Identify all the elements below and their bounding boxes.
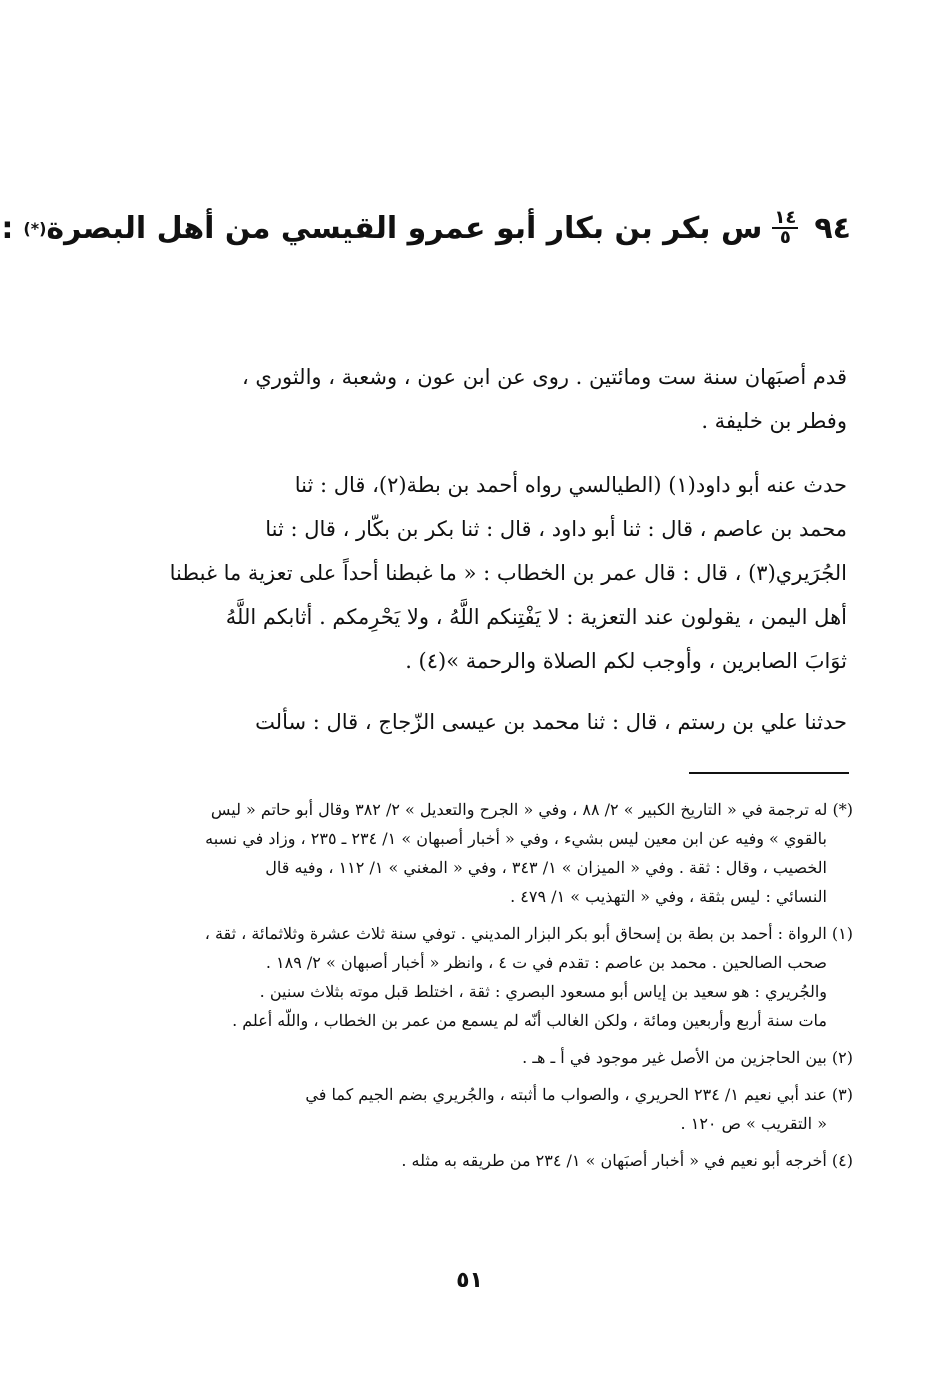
footnote-line: (٢) بين الحاجزين من الأصل غير موجود في أ ـ هـ .	[522, 1048, 853, 1067]
footnote-4	[138, 1146, 853, 1175]
footnote-1	[138, 919, 853, 1035]
fraction-bottom: ٥	[779, 227, 791, 248]
entry-footnote-marker: (*)	[23, 218, 47, 238]
footnote-line: النسائي : ليس بثقة ، وفي « التهذيب » ١/ ٤٧٩ .	[510, 887, 827, 906]
paragraph-line: حدث عنه أبو داود(١) (الطيالسي رواه أحمد بن بطة(٢)، قال : ثنا	[294, 473, 847, 497]
footnote-line: بالقوي » وفيه عن ابن معين ليس بشيء ، وفي « أخبار أصبهان » ١/ ٢٣٤ ـ ٢٣٥ ، وزاد في نسبه	[205, 829, 827, 848]
entry-colon: :	[1, 210, 14, 246]
paragraph-line: حدثنا علي بن رستم ، قال : ثنا محمد بن عيسى الزّجاج ، قال : سألت	[255, 710, 847, 734]
fraction-top: ١٤	[774, 207, 797, 228]
footnote-line: (*) له ترجمة في « التاريخ الكبير » ٢/ ٨٨ ، وفي « الجرح والتعديل » ٢/ ٣٨٢ وقال أبو حاتم « ليس	[210, 800, 853, 819]
entry-title: س بكر بن بكار أبو عمرو القيسي من أهل البصرة	[46, 210, 763, 246]
footnote-line: مات سنة أربع وأربعين ومائة ، ولكن الغالب أنّه لم يسمع من عمر بن الخطاب ، واللّه أعلم .	[232, 1011, 827, 1030]
page-number: ٥١	[456, 1268, 483, 1293]
paragraph-line: قدم أصبَهان سنة ست ومائتين . روى عن ابن عون ، وشعبة ، والثوري ،	[241, 365, 847, 389]
entry-heading	[1, 198, 851, 258]
paragraph-line: أهل اليمن ، يقولون عند التعزية : لا يَفْتِنكم اللَّهُ ، ولا يَحْرِمكم . أثابكم اللَّهُ	[225, 605, 847, 629]
paragraph-line: وفطر بن خليفة .	[701, 409, 847, 433]
paragraph-line: ثوَابَ الصابرين ، وأوجب لكم الصلاة والرحمة »(٤) .	[405, 649, 847, 673]
footnote-line: « التقريب » ص ١٢٠ .	[680, 1114, 827, 1133]
footnote-line: (١) الرواة : أحمد بن بطة بن إسحاق أبو بكر البزار المديني . توفي سنة ثلاث عشرة وثلاثمائة ، ثقة ،	[204, 924, 853, 943]
footnote-2	[138, 1043, 853, 1072]
entry-number: ٩٤	[814, 210, 851, 246]
footnote-star	[138, 795, 853, 911]
footnote-line: (٣) عند أبي نعيم ١/ ٢٣٤ الحريري ، والصواب ما أثبته ، والجُريري بضم الجيم كما في	[305, 1085, 853, 1104]
footnote-separator	[689, 772, 849, 774]
footnote-line: الخصيب ، وقال : ثقة . وفي « الميزان » ١/ ٣٤٣ ، وفي « المغني » ١/ ١١٢ ، وفيه قال	[265, 858, 827, 877]
paragraph-2	[137, 463, 847, 683]
footnote-line: والجُريري : هو سعيد بن إياس أبو مسعود البصري : ثقة ، اختلط قبل موته بثلاث سنين .	[259, 982, 827, 1001]
paragraph-3	[137, 700, 847, 744]
entry-fraction	[772, 209, 798, 247]
footnotes	[138, 795, 853, 1183]
paragraph-1	[137, 355, 847, 443]
footnote-line: (٤) أخرجه أبو نعيم في « أخبار أصبَهان » ١/ ٢٣٤ من طريقه به مثله .	[401, 1151, 853, 1170]
paragraph-line: محمد بن عاصم ، قال : ثنا أبو داود ، قال : ثنا بكر بن بكّار ، قال : ثنا	[265, 517, 847, 541]
paragraph-line: الجُرَيري(٣) ، قال : قال عمر بن الخطاب : « ما غبطنا أحداً على تعزية ما غبطنا	[169, 561, 847, 585]
footnote-line: صحب الصالحين . محمد بن عاصم : تقدم في ت ٤ ، وانظر « أخبار أصبهان » ٢/ ١٨٩ .	[265, 953, 827, 972]
footnote-3	[138, 1080, 853, 1138]
